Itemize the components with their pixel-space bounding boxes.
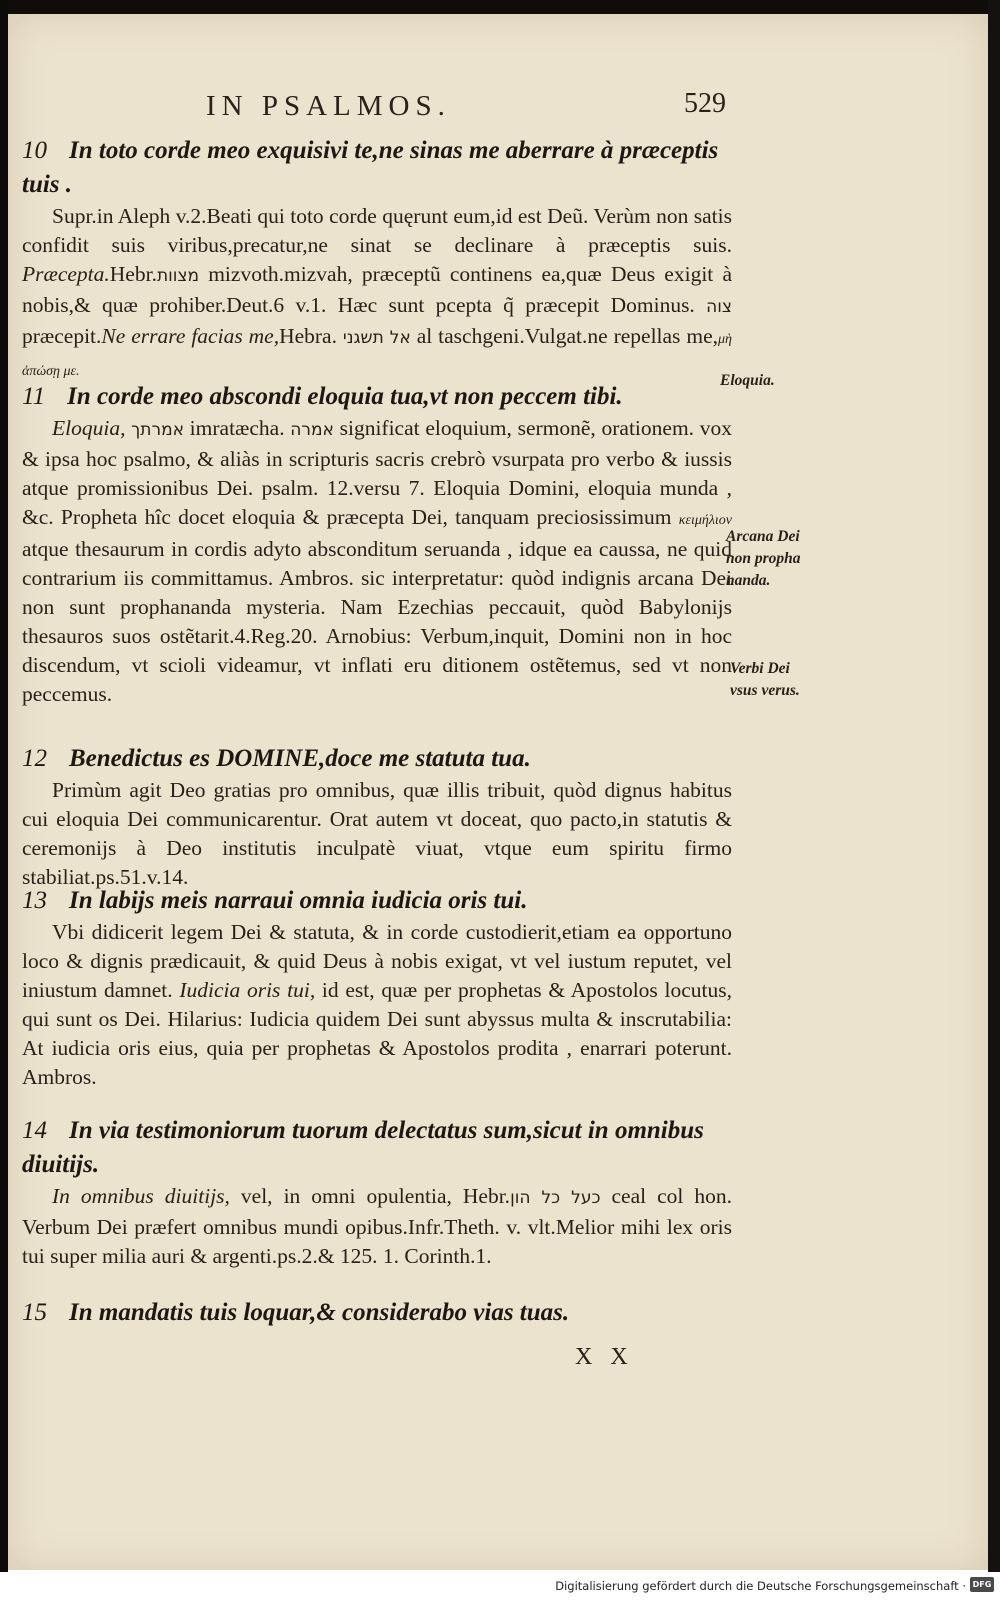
catchword-signature: X X <box>575 1344 634 1370</box>
margin-note-verbi-dei: Verbi Dei vsus verus. <box>730 660 800 699</box>
verse-number: 15 <box>22 1299 47 1326</box>
verse-12-text: 12 Benedictus es DOMINE,doce me statuta tua. <box>22 745 531 772</box>
verse-12-commentary: Primùm agit Deo gratias pro omnibus, quæ illis tribuit, quòd dignus habitus cui eloquia Dei communicarentur. Orat autem vt doceat, quo pacto,in statutis & ceremonijs à Deo institutis inculpatè viuat, vtque eum spiritu firmo stabiliat.ps.51.v.14. <box>22 778 732 889</box>
verse-13-text: 13 In labijs meis narraui omnia iudicia oris tui. <box>22 887 528 914</box>
verse-14-block <box>22 1114 732 1271</box>
verse-number: 14 <box>22 1117 47 1144</box>
verse-14-text: 14 In via testimoniorum tuorum delectatus sum,sicut in omnibus diuitijs. <box>22 1117 704 1178</box>
hebrew-word: אל תשגני <box>342 328 411 348</box>
hebrew-word: אמרתך <box>131 420 184 440</box>
verse-number: 13 <box>22 887 47 914</box>
verse-10-commentary: Supr.in Aleph v.2.Beati qui toto corde quęrunt eum,id est Deũ. Verùm non satis confidit suis viribus,precatur,ne sinat se declinare à præceptis suis. Præcepta.Hebr.מצוות mizvoth.mizvah, præceptũ continens ea,quæ Deus exigit à nobis,& quæ prohiber.Deut.6 v.1. Hæc sunt pcepta q̃ præcepit Dominus. צוה præcepit.Ne errare facias me,Hebra. אל תשגני al taschgeni.Vulgat.ne repellas me,μὴ ἀπώσῃ με. <box>22 204 732 379</box>
verse-number: 10 <box>22 137 47 164</box>
verse-15-text: 15 In mandatis tuis loquar,& considerabo vias tuas. <box>22 1299 570 1326</box>
verse-10-block <box>22 134 732 386</box>
footer-bar <box>0 1572 1000 1601</box>
verse-11-text: 11 In corde meo abscondi eloquia tua,vt non peccem tibi. <box>22 383 623 410</box>
margin-note-arcana: Arcana Dei non propha nanda. <box>726 528 801 589</box>
hebrew-word: מצוות <box>156 266 200 286</box>
hebrew-word: כעל כל הון <box>510 1188 601 1208</box>
running-title: IN PSALMOS. <box>206 90 451 122</box>
verse-15-block <box>22 1296 732 1330</box>
verse-11-commentary: Eloquia, אמרתך imratæcha. אמרה significat eloquium, sermonẽ, orationem. vox & ipsa hoc psalmo, & aliàs in scripturis sacris crebrò vsurpata pro verbo & iussis atque promissionibus Dei. psalm. 12.versu 7. Eloquia Domini, eloquia munda , &c. Propheta hîc docet eloquia & præcepta Dei, tanquam preciosissimum κειμήλιον atque thesaurum in cordis adyto absconditum seruanda , idque ea caussa, ne quid contrarium iis committamus. Ambros. sic interpretatur: quòd indignis arcana Dei non sunt prophananda mysteria. Nam Ezechias peccauit, quòd Babylonijs thesauros suos ostẽtarit.4.Reg.20. Arnobius: Verbum,inquit, Domini non in hoc discendum, vt scioli videamur, vt inflati eru ditionem ostẽtemus, sed vt non peccemus. <box>22 416 732 706</box>
verse-10-text: 10 In toto corde meo exquisivi te,ne sinas me aberrare à præceptis tuis . <box>22 137 719 198</box>
margin-note-eloquia: Eloquia. <box>720 372 775 389</box>
greek-word: κειμήλιον <box>678 513 732 528</box>
verse-number: 11 <box>22 383 46 410</box>
page-number: 529 <box>684 88 726 119</box>
verse-number: 12 <box>22 745 47 772</box>
verse-11-block <box>22 380 732 709</box>
greek-word: μὴ ἀπώσῃ με. <box>22 332 732 379</box>
scan-border-right <box>988 0 1000 1572</box>
verse-13-commentary: Vbi didicerit legem Dei & statuta, & in corde custodierit,etiam ea opportuno loco & dignis prædicauit, & quid Deus à nobis exigat, vt vel iustum reputet, vel iniustum damnet. Iudicia oris tui, id est, quæ per prophetas & Apostolos locutus, qui sunt os Dei. Hilarius: Iudicia quidem Dei sunt abyssus multa & inscrutabilia: At iudicia oris eius, quia per prophetas & Apostolos prodita , enarrari poterunt. Ambros. <box>22 920 732 1089</box>
scan-border-left <box>0 0 8 1572</box>
verse-13-block <box>22 884 732 1092</box>
footer-credit: Digitalisierung gefördert durch die Deutsche Forschungsgemeinschaft · <box>555 1579 966 1593</box>
verse-14-commentary: In omnibus diuitijs, vel, in omni opulentia, Hebr.כעל כל הון ceal col hon. Verbum Dei præfert omnibus mundi opibus.Infr.Theth. v. vlt.Melior mihi lex oris tui super milia auri & argenti.ps.2.& 125. 1. Corinth.1. <box>22 1184 732 1268</box>
book-page <box>8 14 988 1570</box>
scan-border-top <box>8 0 1000 14</box>
dfg-logo: DFG <box>970 1577 994 1592</box>
verse-12-block <box>22 742 732 892</box>
hebrew-word: אמרה <box>290 420 334 440</box>
hebrew-word: צוה <box>706 297 732 317</box>
